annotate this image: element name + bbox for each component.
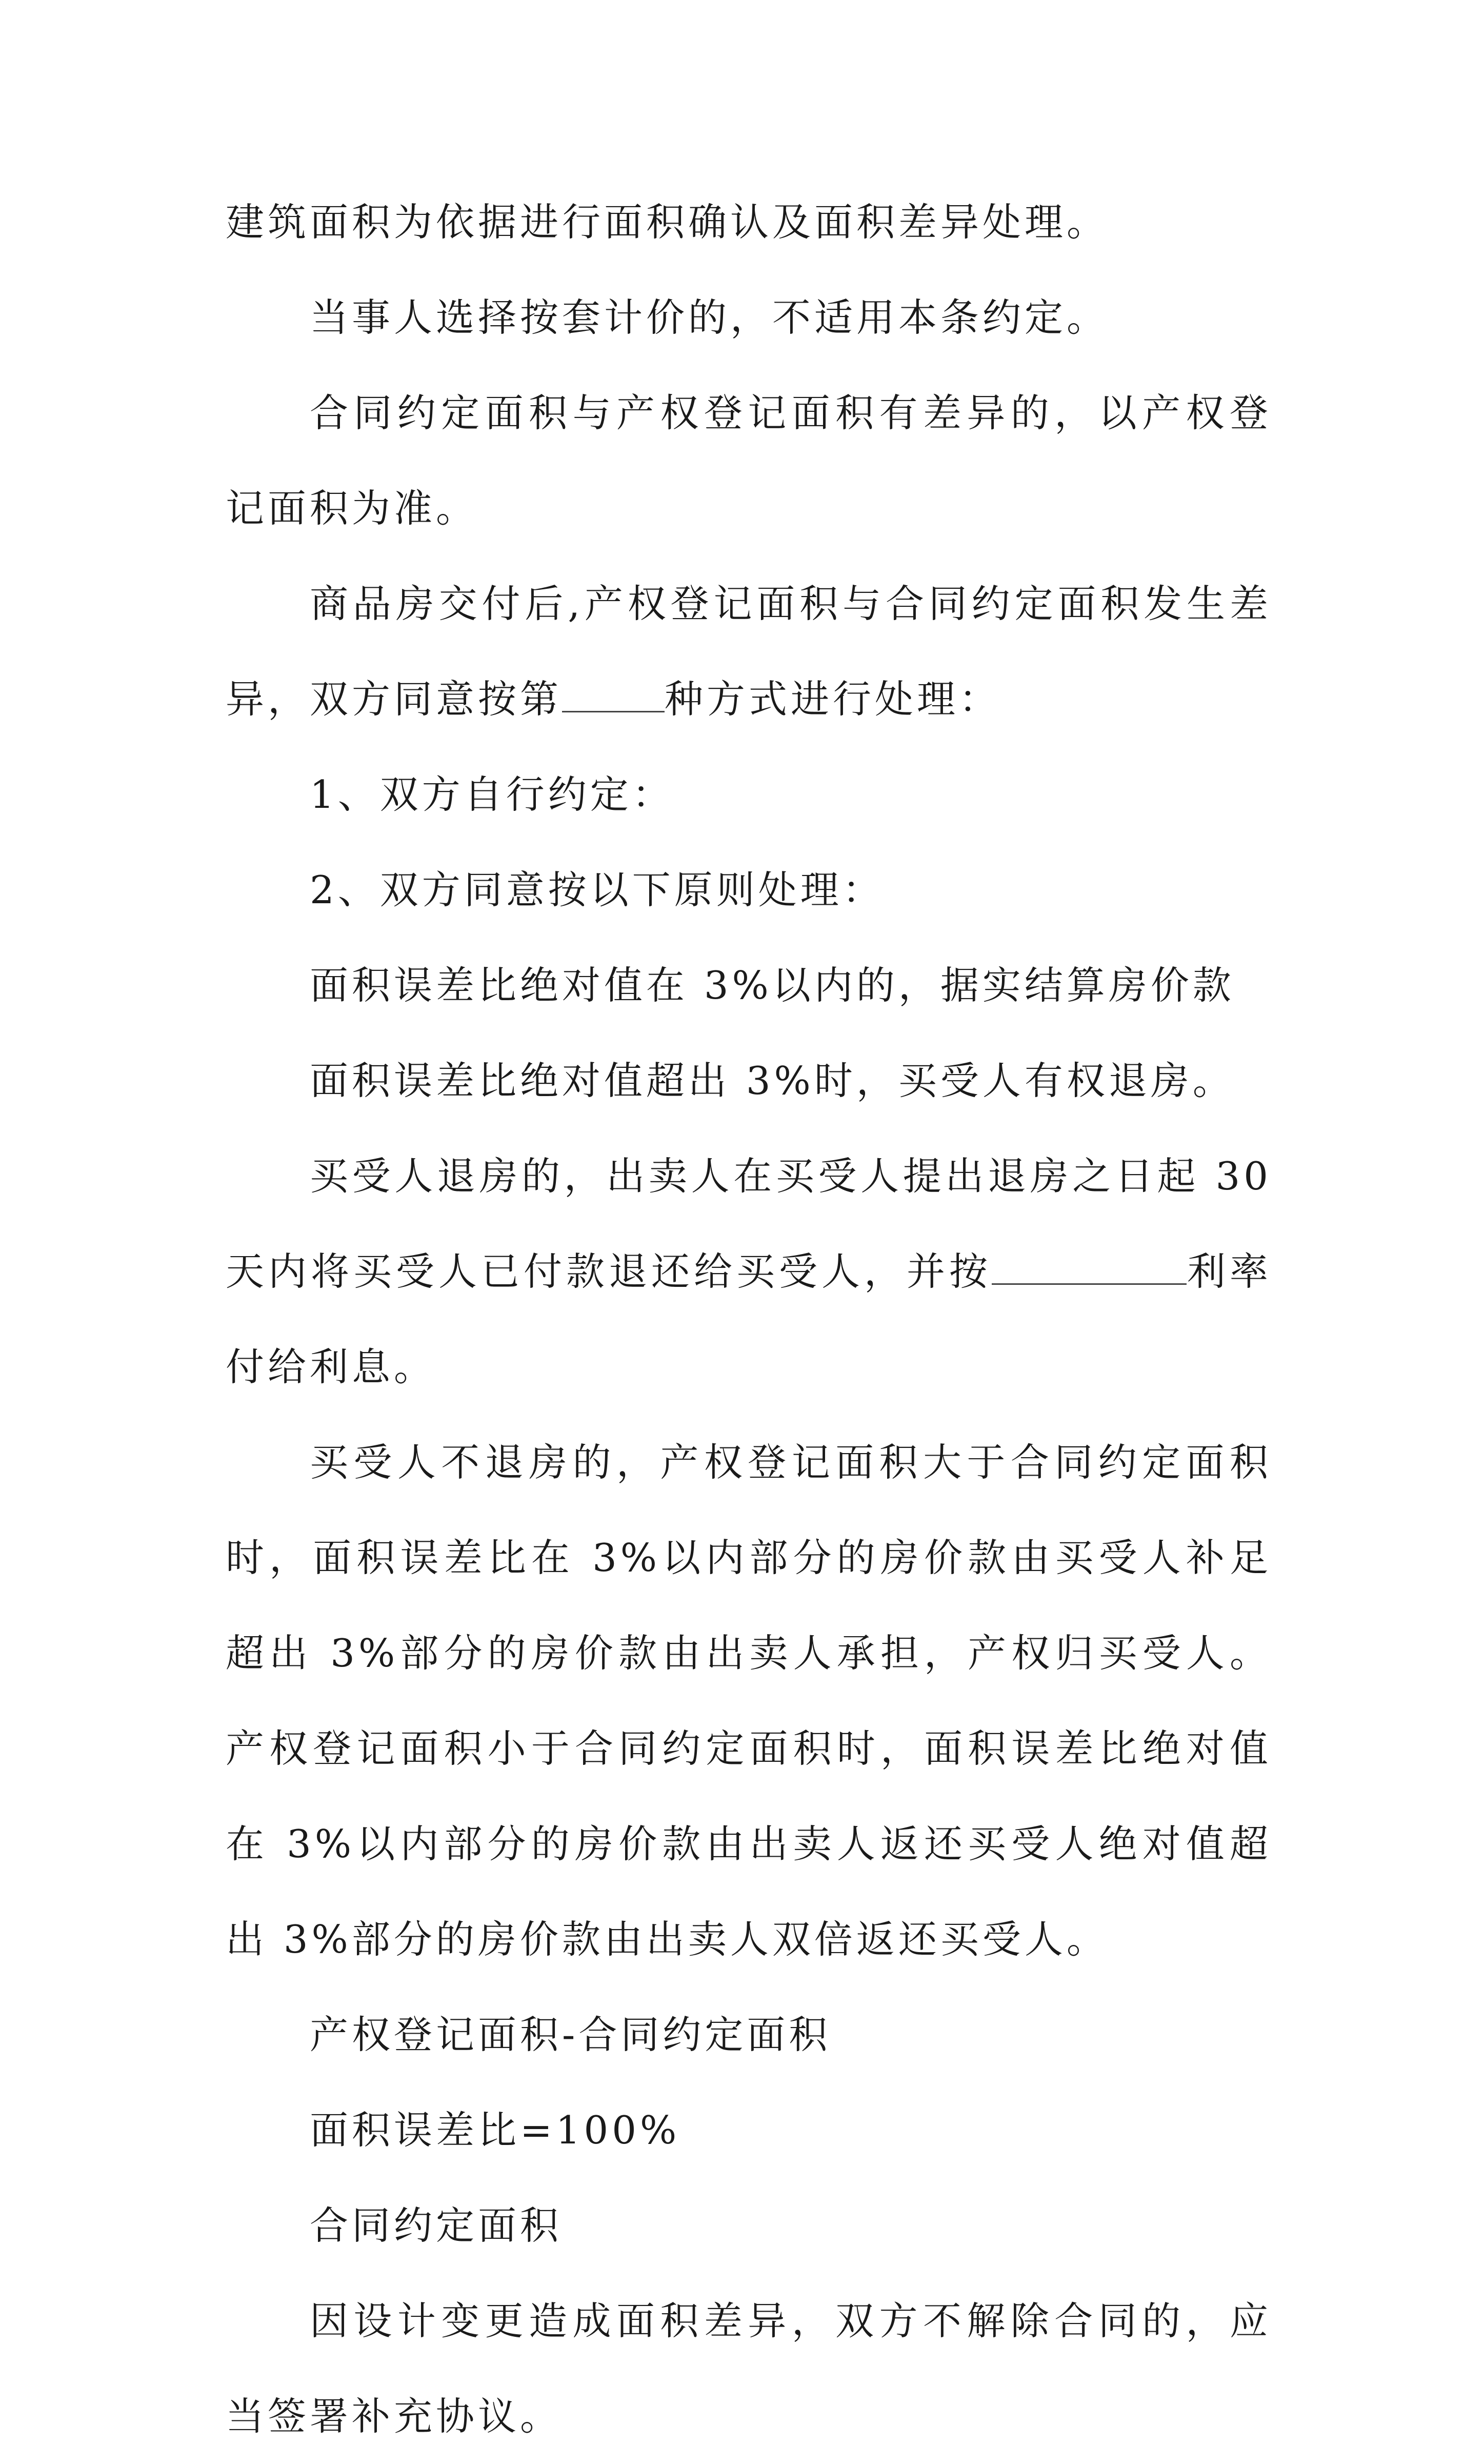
paragraph-exceeds-3-percent [226, 1033, 1272, 1128]
paragraph-text: 当事人选择按套计价的，不适用本条约定。 [310, 295, 1109, 340]
paragraph-text: 商品房交付后,产权登记面积与合同约定面积发生差异，双方同意按第 [226, 581, 1272, 722]
paragraph-text: 因设计变更造成面积差异，双方不解除合同的，应当签署补充协议。 [226, 2298, 1272, 2439]
paragraph-handling-method [226, 556, 1272, 747]
paragraph-text: 面积误差比绝对值在 3%以内的，据实结算房价款 [310, 963, 1235, 1008]
formula-denominator [226, 2178, 1272, 2273]
paragraph-text: 产权登记面积-合同约定面积 [310, 2012, 831, 2057]
formula-numerator [226, 1987, 1272, 2082]
paragraph-text: 建筑面积为依据进行面积确认及面积差异处理。 [226, 200, 1109, 245]
paragraph-refund-terms [226, 1128, 1272, 1415]
paragraph-option-1 [226, 747, 1272, 842]
paragraph-design-change [226, 2273, 1272, 2464]
method-number-blank[interactable] [562, 680, 665, 712]
paragraph-text: 面积误差比绝对值超出 3%时，买受人有权退房。 [310, 1058, 1235, 1103]
paragraph-option-2 [226, 842, 1272, 938]
paragraph-per-unit-pricing [226, 270, 1272, 365]
paragraph-text: 买受人不退房的，产权登记面积大于合同约定面积时，面积误差比在 3%以内部分的房价款由买受人补足超出 3%部分的房价款由出卖人承担，产权归买受人。产权登记面积小于合同约定面积时，面积误差比绝对值在 3%以内部分的房价款由出卖人返还买受人绝对值超出 3%部分的房价款由出卖人双倍返还买受人。 [226, 1440, 1272, 1962]
paragraph-text: 2、双方同意按以下原则处理： [310, 867, 885, 912]
document-body [226, 174, 1272, 2464]
paragraph-no-refund-terms [226, 1415, 1272, 1987]
paragraph-text: 合同约定面积与产权登记面积有差异的，以产权登记面积为准。 [226, 390, 1272, 531]
paragraph-within-3-percent [226, 938, 1272, 1033]
paragraph-area-basis [226, 174, 1272, 270]
paragraph-registered-area-prevails [226, 365, 1272, 556]
formula-equation [226, 2082, 1272, 2178]
paragraph-text: 利率付给利息。 [226, 1249, 1272, 1389]
paragraph-text: 种方式进行处理： [665, 677, 1001, 722]
interest-rate-blank[interactable] [992, 1253, 1187, 1285]
paragraph-text: 面积误差比=100% [310, 2108, 680, 2153]
paragraph-text: 1、双方自行约定： [310, 772, 674, 817]
paragraph-text: 合同约定面积 [310, 2203, 563, 2248]
paragraph-text: 买受人退房的，出卖人在买受人提出退房之日起 30 天内将买受人已付款退还给买受人，并按 [226, 1154, 1272, 1294]
